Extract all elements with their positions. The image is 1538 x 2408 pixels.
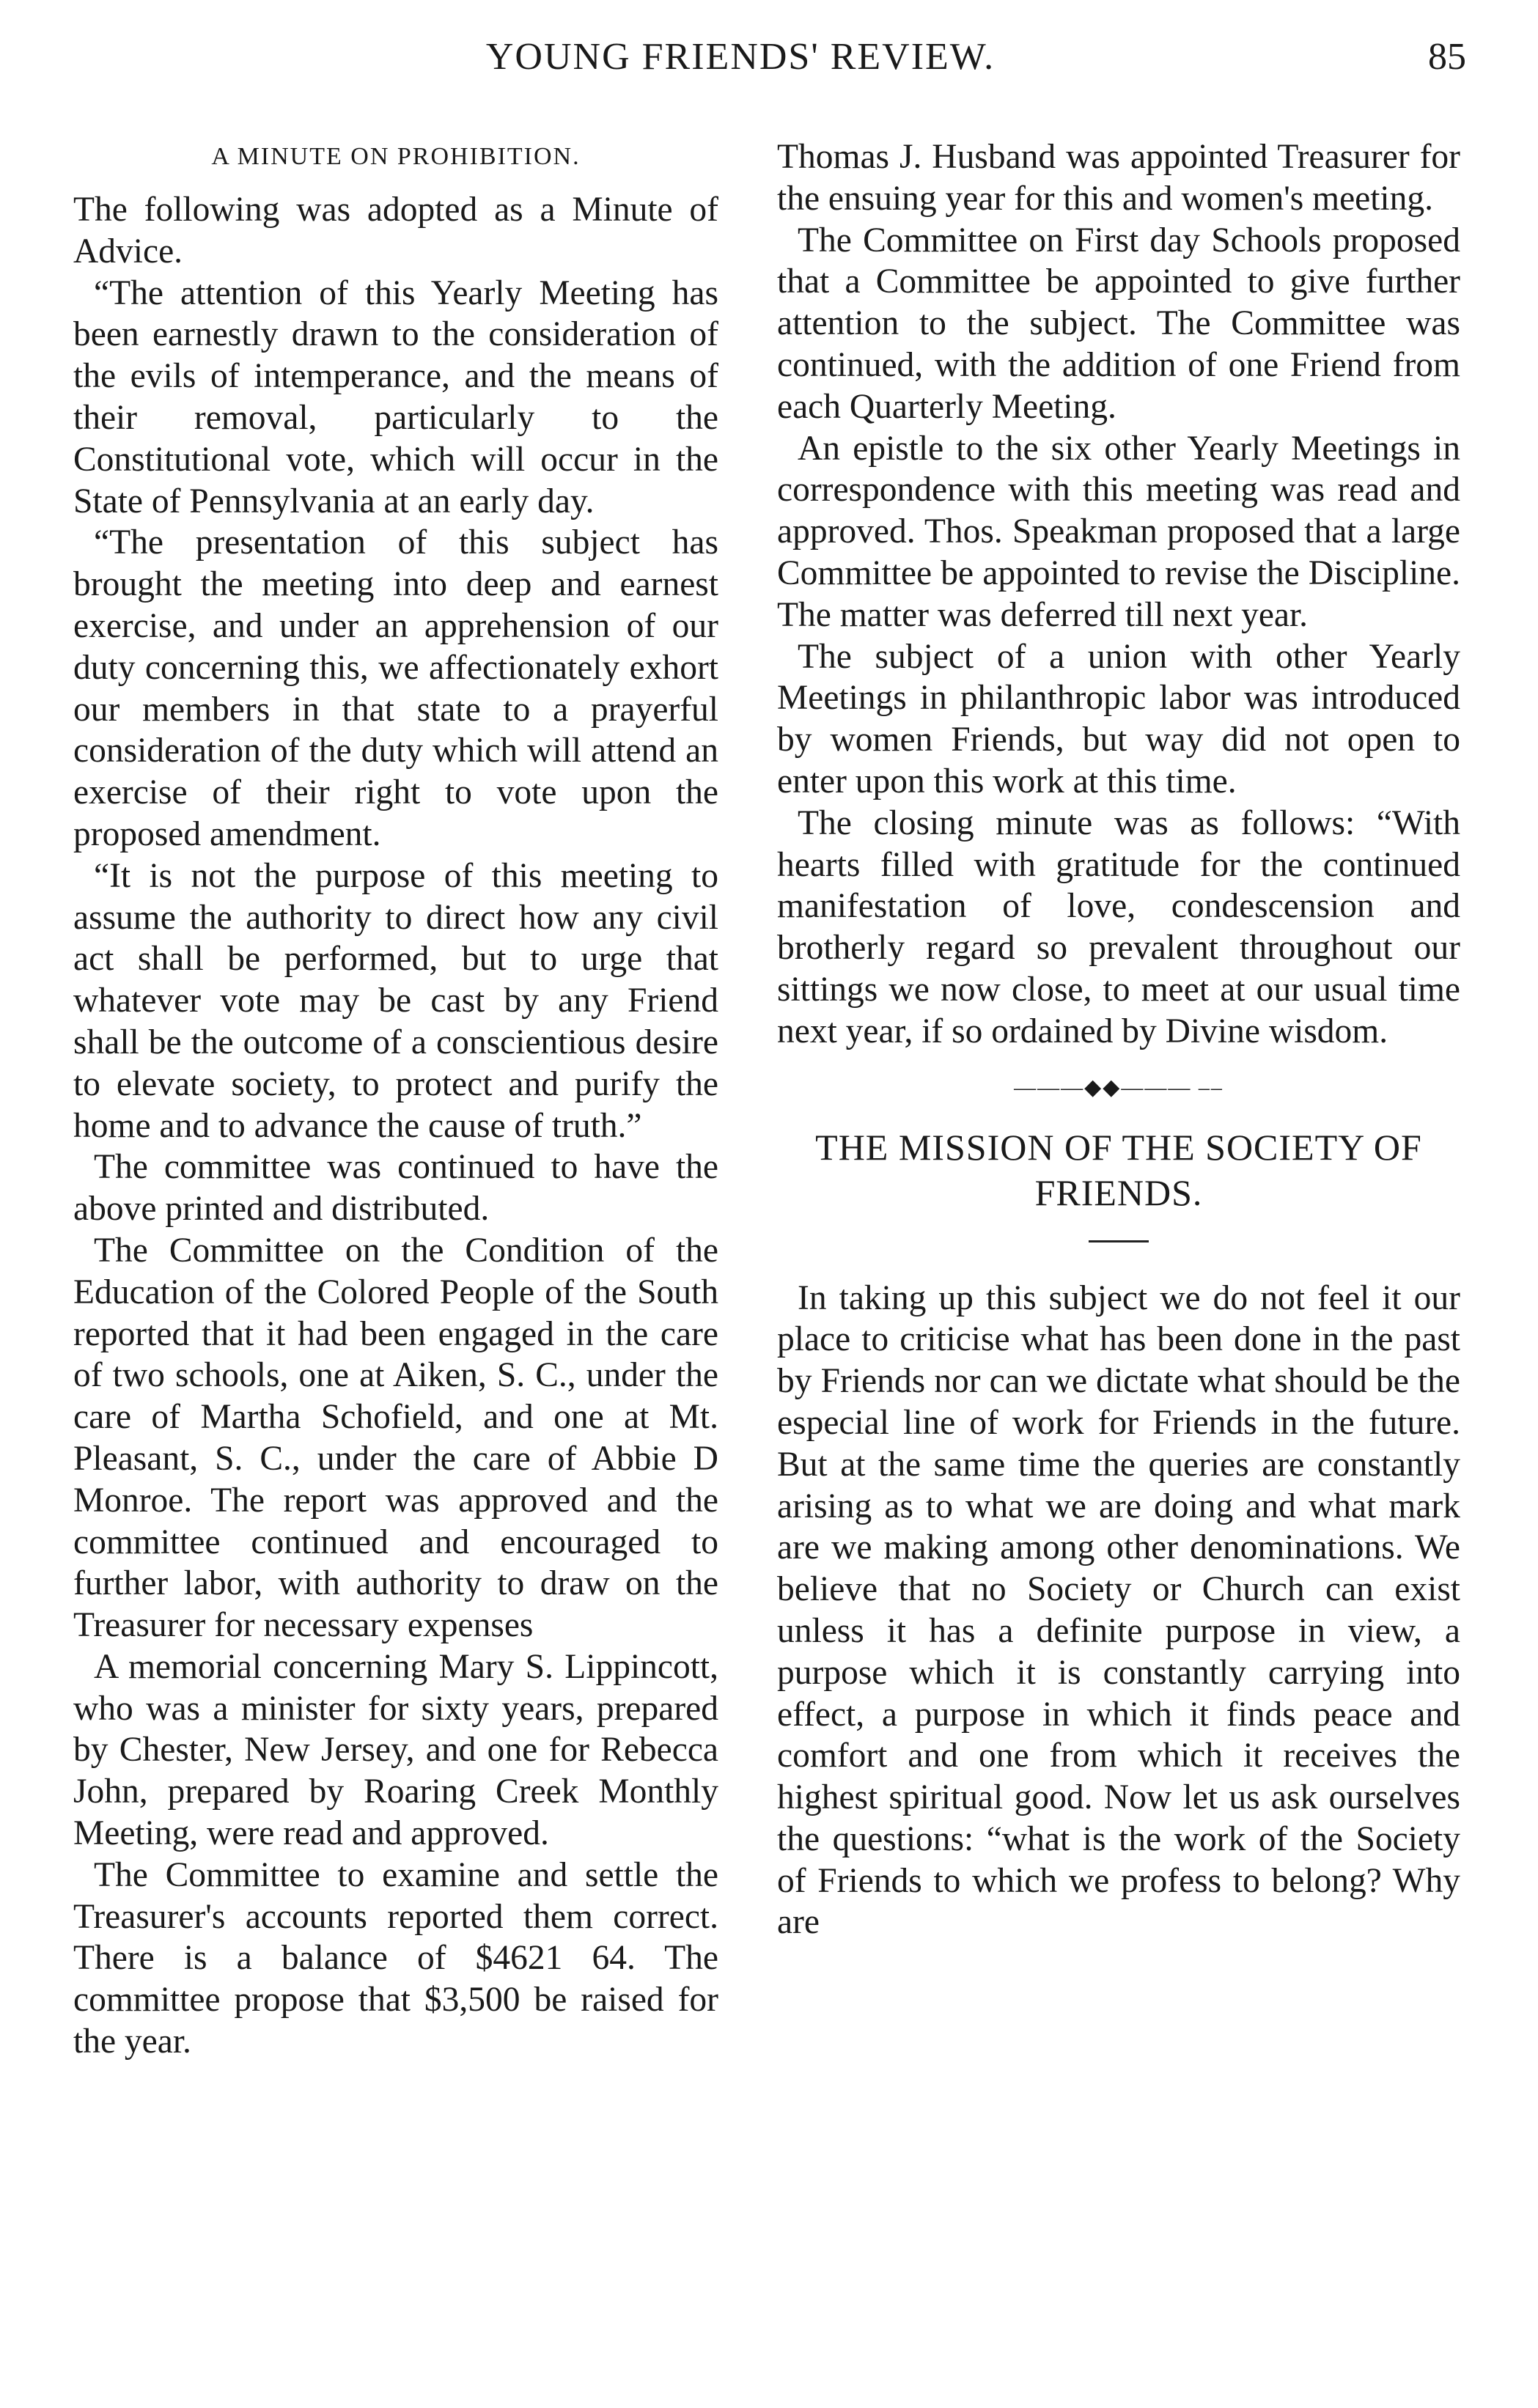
paragraph: A memorial concerning Mary S. Lippincott, who was a minister for sixty years, prepared by Chester, New Jersey, and one for Rebecca John, prepared by Roaring Creek Monthly Meeting, were read and approved. [73,1647,718,1853]
paragraph: “It is not the purpose of this meeting to assume the authority to direct how any civil act shall be performed, but to urge that whatever vote may be cast by any Friend shall be the outcome of a conscientious desire to elevate society, to protect and purify the home and to advance the cause of truth.” [73,856,718,1145]
paragraph: Thomas J. Husband was appointed Treasurer for the ensuing year for this and women's meeting. [777,138,1460,218]
ornamental-divider: ———◆◆——— –– [1014,1075,1224,1100]
paragraph: “The attention of this Yearly Meeting has been earnestly drawn to the consideration of the evils of intemperance, and the means of their removal, particularly to the Constitutional vote, which will occur in the State of Pennsylvania at an early day. [73,273,718,520]
right-column [777,136,1460,1943]
title-rule [1089,1240,1149,1242]
left-column [73,136,718,2063]
paragraph: The subject of a union with other Yearly Meetings in philanthropic labor was introduced by women Friends, but way did not open to enter upon this work at this time. [777,637,1460,800]
page-number: 85 [1428,36,1466,78]
paragraph: The closing minute was as follows: “With hearts filled with gratitude for the continued manifestation of love, condescension and brotherly regard so prevalent throughout our sittings we now close, to meet at our usual time next year, if so ordained by Divine wisdom. [777,803,1460,1050]
article-title: THE MISSION OF THE SOCIETY OF FRIENDS. [815,1126,1422,1213]
paragraph: The Committee on First day Schools proposed that a Committee be appointed to give further attention to the subject. The Committee was continued, with the addition of one Friend from each Quarterly Meeting. [777,221,1460,426]
running-title: YOUNG FRIENDS' REVIEW. [485,36,996,78]
paragraph: An epistle to the six other Yearly Meetings in correspondence with this meeting was read and approved. Thos. Speakman proposed that a large Committee be appointed to revise the Discipline. The matter was deferred till next year. [777,429,1460,634]
paragraph: “The presentation of this subject has brought the meeting into deep and earnest exercise, and under an apprehension of our duty concerning this, we affectionately exhort our members in that state to a prayerful consideration of the duty which will attend an exercise of their right to vote upon the proposed amendment. [73,523,718,853]
paragraph: In taking up this subject we do not feel it our place to criticise what has been done in the past by Friends nor can we dictate what should be the especial line of work for Friends in the future. But at the same time the queries are constantly arising as to what we are doing and what mark are we making among other denominations. We believe that no Society or Church can exist unless it has a definite purpose in view, a purpose which it is constantly carrying into effect, a purpose in which it finds peace and comfort and one from which it receives the highest spiritual good. Now let us ask ourselves the questions: “what is the work of the Society of Friends to which we profess to belong? Why are [777,1278,1460,1942]
paragraph: The following was adopted as a Minute of Advice. [73,191,718,270]
paragraph: The Committee on the Condition of the Education of the Colored People of the South reported that it had been engaged in the care of two schools, one at Aiken, S. C., under the care of Martha Schofield, and one at Mt. Pleasant, S. C., under the care of Abbie D Monroe. The report was approved and the committee continued and encouraged to further labor, with authority to draw on the Treasurer for necessary expenses [73,1231,718,1645]
paragraph: The Committee to examine and settle the Treasurer's accounts reported them correct. There is a balance of $4621 64. The committee propose that $3,500 be raised for the year. [73,1855,718,2061]
paragraph: The committee was continued to have the above printed and distributed. [73,1148,718,1229]
section-title: A MINUTE ON PROHIBITION. [211,143,581,170]
